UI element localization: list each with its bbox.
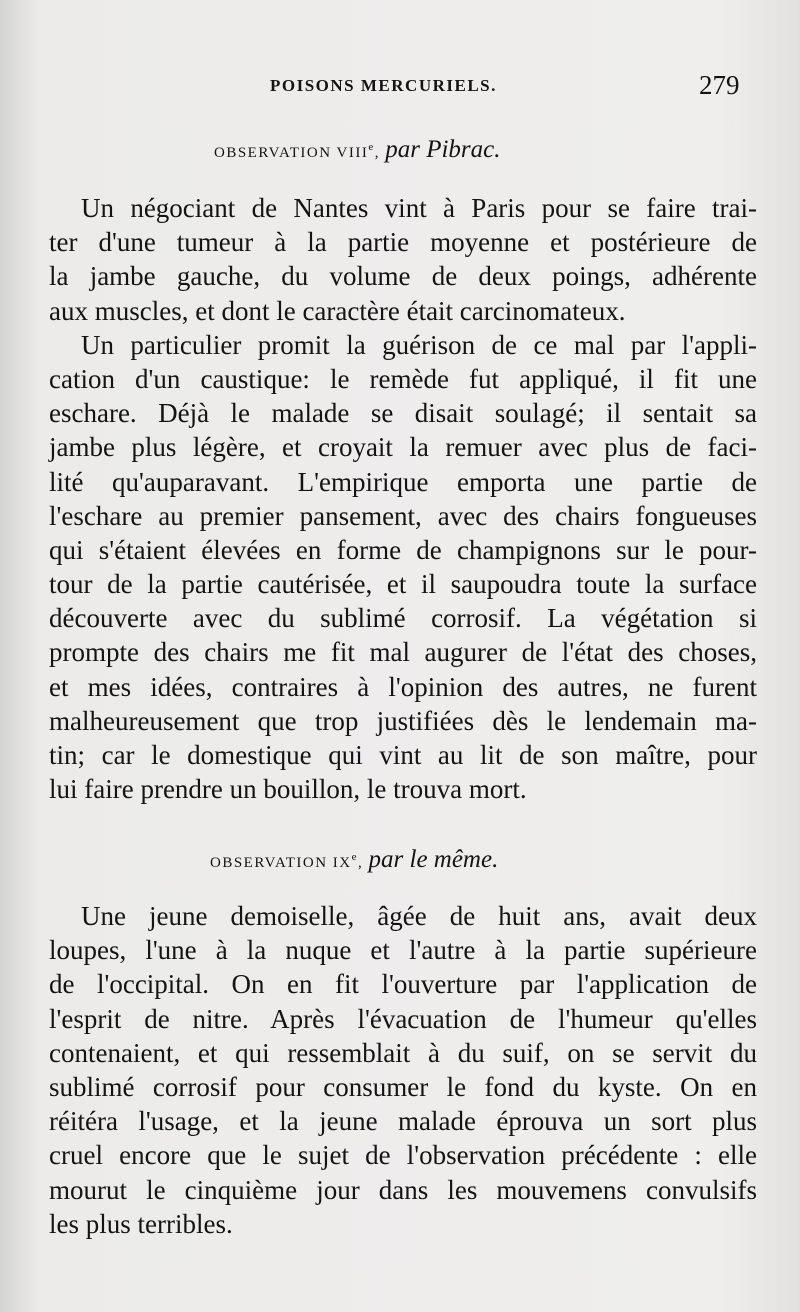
text-line: l'esprit de nitre. Après l'évacuation de l'humeur qu'elles (49, 1003, 757, 1034)
text-line: de l'occipital. On en fit l'ouverture par l'application de (49, 969, 757, 1000)
observation-9-label: OBSERVATION IX (210, 855, 352, 871)
observation-9-sup: e (351, 851, 359, 863)
observation-8-sup: e (368, 141, 375, 153)
text-line: Un particulier promit la guérison de ce mal par l'appli- (81, 329, 757, 360)
observation-9-heading (0, 846, 800, 874)
text-line: sublimé corrosif pour consumer le fond du kyste. On en (49, 1071, 757, 1102)
text-line: ter d'une tumeur à la partie moyenne et postérieure de (49, 227, 757, 258)
text-line: Un négociant de Nantes vint à Paris pour se faire trai- (81, 193, 757, 223)
page-number: 279 (699, 70, 740, 100)
page-header (0, 70, 800, 102)
text-line: découverte avec du sublimé corrosif. La végétation si (49, 603, 757, 634)
text-line: les plus terribles. (49, 1208, 233, 1239)
text-line: et mes idées, contraires à l'opinion des autres, ne furent (49, 671, 757, 702)
text-line: eschare. Déjà le malade se disait soulagé; il sentait sa (49, 398, 757, 429)
text-line: la jambe gauche, du volume de deux poings, adhérente (49, 261, 757, 292)
observation-9-text (49, 899, 757, 1241)
text-line: malheureusement que trop justifiées dès le lendemain ma- (49, 705, 757, 736)
text-line: tour de la partie cautérisée, et il saupoudra toute la surface (49, 569, 757, 600)
observation-8-separator: , (374, 145, 380, 161)
text-line: mourut le cinquième jour dans les mouvemens convulsifs (49, 1174, 757, 1205)
text-line: Une jeune demoiselle, âgée de huit ans, avait deux (81, 901, 757, 931)
observation-9-author: par le même. (368, 846, 499, 873)
observation-8-heading (0, 136, 800, 164)
text-line: cruel encore que le sujet de l'observation précédente : elle (49, 1140, 757, 1171)
observation-8-label: OBSERVATION VIII (214, 145, 369, 161)
text-line: l'eschare au premier pansement, avec des chairs fongueuses (49, 500, 757, 531)
text-line: contenaient, et qui ressemblait à du suif, on se servit du (49, 1037, 757, 1068)
observation-9-separator: , (358, 855, 364, 871)
text-line: aux muscles, et dont le caractère était carcinomateux. (49, 295, 626, 326)
text-line: lui faire prendre un bouillon, le trouva mort. (49, 774, 527, 805)
observation-8-author: par Pibrac. (385, 136, 501, 163)
text-line: prompte des chairs me fit mal augurer de l'état des choses, (49, 637, 757, 668)
text-line: réitéra l'usage, et la jeune malade éprouva un sort plus (49, 1106, 757, 1137)
text-line: lité qu'auparavant. L'empirique emporta une partie de (49, 466, 757, 497)
text-line: qui s'étaient élevées en forme de champignons sur le pour- (49, 534, 757, 565)
text-line: tin; car le domestique qui vint au lit de son maître, pour (49, 740, 757, 770)
text-line: cation d'un caustique: le remède fut appliqué, il fit une (49, 363, 757, 394)
running-title: POISONS MERCURIELS. (270, 76, 497, 95)
observation-8-text (49, 191, 757, 806)
text-line: loupes, l'une à la nuque et l'autre à la partie supérieure (49, 935, 757, 966)
text-line: jambe plus légère, et croyait la remuer avec plus de faci- (49, 432, 757, 463)
